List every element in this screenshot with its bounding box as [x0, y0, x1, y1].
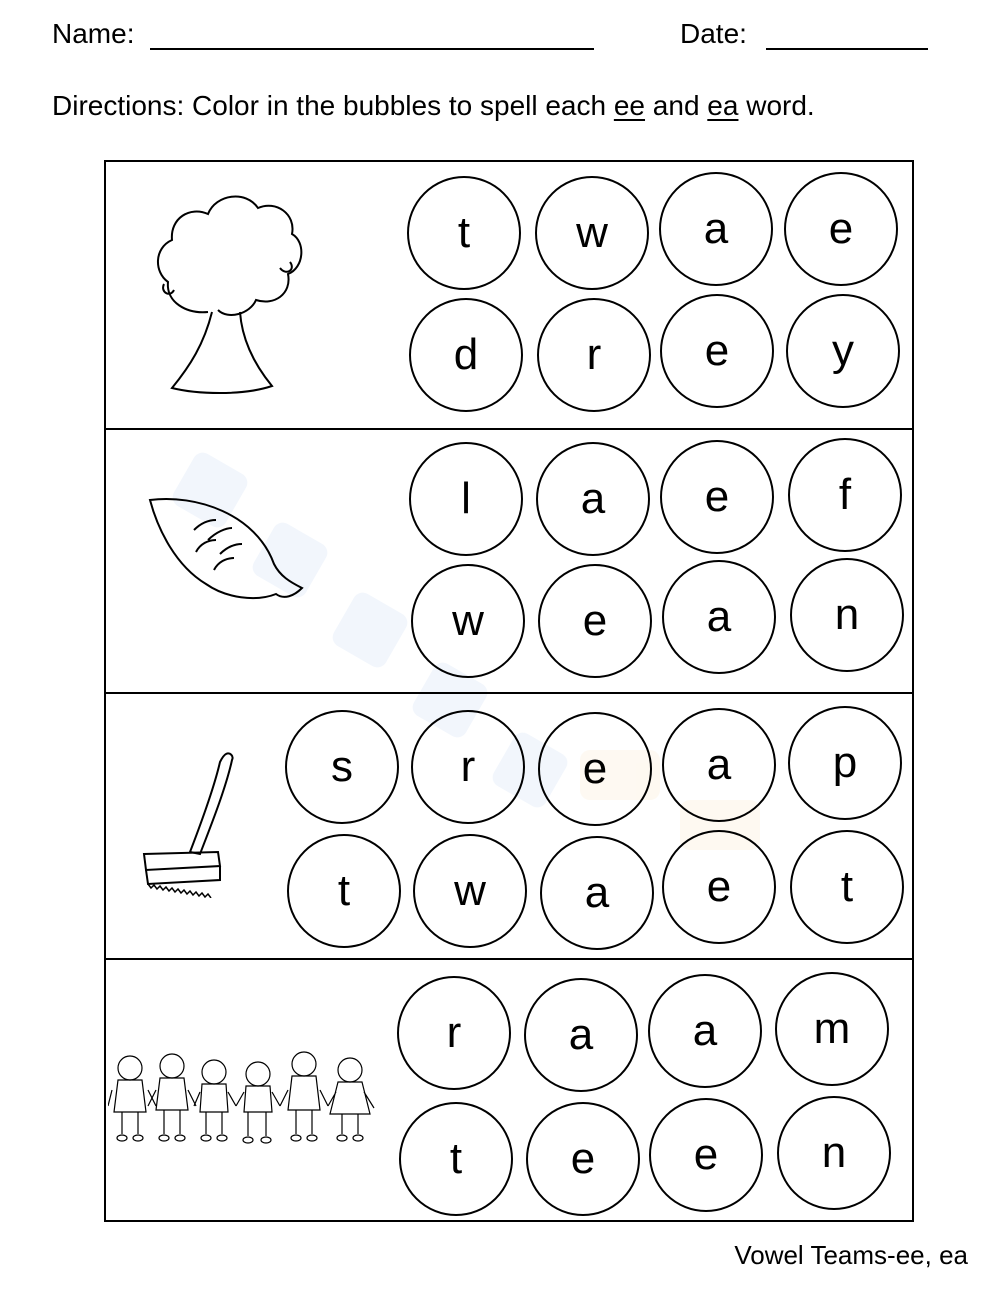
letter-bubble[interactable]: e — [538, 712, 652, 826]
worksheet-footer: Vowel Teams-ee, ea — [734, 1240, 968, 1270]
letter-bubble[interactable]: t — [407, 176, 521, 290]
tree-icon — [146, 184, 306, 404]
vowel-team-ea: ea — [707, 90, 739, 121]
name-label: Name: — [52, 18, 135, 49]
leaf-icon — [146, 490, 306, 620]
word-row-tree — [106, 162, 912, 428]
letter-bubble[interactable]: f — [788, 438, 902, 552]
letter-bubble[interactable]: e — [784, 172, 898, 286]
letter-bubble[interactable]: a — [648, 974, 762, 1088]
directions-text — [52, 90, 815, 122]
broom-icon — [140, 748, 240, 898]
date-field[interactable] — [766, 48, 928, 50]
letter-bubble[interactable]: e — [660, 440, 774, 554]
letter-bubble[interactable]: r — [411, 710, 525, 824]
letter-bubble[interactable]: e — [662, 830, 776, 944]
letter-bubble[interactable]: w — [535, 176, 649, 290]
worksheet-grid — [104, 160, 914, 1222]
letter-bubble[interactable]: w — [411, 564, 525, 678]
kids-group-icon — [108, 1050, 398, 1150]
letter-bubble[interactable]: e — [660, 294, 774, 408]
letter-bubble[interactable]: m — [775, 972, 889, 1086]
letter-bubble[interactable]: r — [397, 976, 511, 1090]
letter-bubble[interactable]: a — [536, 442, 650, 556]
name-field[interactable] — [150, 48, 594, 50]
letter-bubble[interactable]: w — [413, 834, 527, 948]
date-label: Date: — [680, 18, 747, 49]
letter-bubble[interactable]: l — [409, 442, 523, 556]
letter-bubble[interactable]: e — [526, 1102, 640, 1216]
letter-bubble[interactable]: s — [285, 710, 399, 824]
word-row-team — [106, 958, 912, 1220]
letter-bubble[interactable]: n — [790, 558, 904, 672]
letter-bubble[interactable]: a — [659, 172, 773, 286]
letter-bubble[interactable]: t — [287, 834, 401, 948]
letter-bubble[interactable]: a — [524, 978, 638, 1092]
vowel-team-ee: ee — [613, 90, 646, 121]
word-row-broom — [106, 692, 912, 958]
directions-middle: and — [645, 90, 708, 121]
letter-bubble[interactable]: p — [788, 706, 902, 820]
letter-bubble[interactable]: t — [399, 1102, 513, 1216]
letter-bubble[interactable]: a — [662, 560, 776, 674]
letter-bubble[interactable]: t — [790, 830, 904, 944]
letter-bubble[interactable]: a — [662, 708, 776, 822]
letter-bubble[interactable]: e — [649, 1098, 763, 1212]
directions-suffix: word. — [738, 90, 815, 121]
letter-bubble[interactable]: n — [777, 1096, 891, 1210]
letter-bubble[interactable]: e — [538, 564, 652, 678]
letter-bubble[interactable]: a — [540, 836, 654, 950]
directions-prefix: Directions: Color in the bubbles to spell each — [52, 90, 614, 121]
letter-bubble[interactable]: d — [409, 298, 523, 412]
letter-bubble[interactable]: y — [786, 294, 900, 408]
letter-bubble[interactable]: r — [537, 298, 651, 412]
word-row-leaf — [106, 428, 912, 692]
